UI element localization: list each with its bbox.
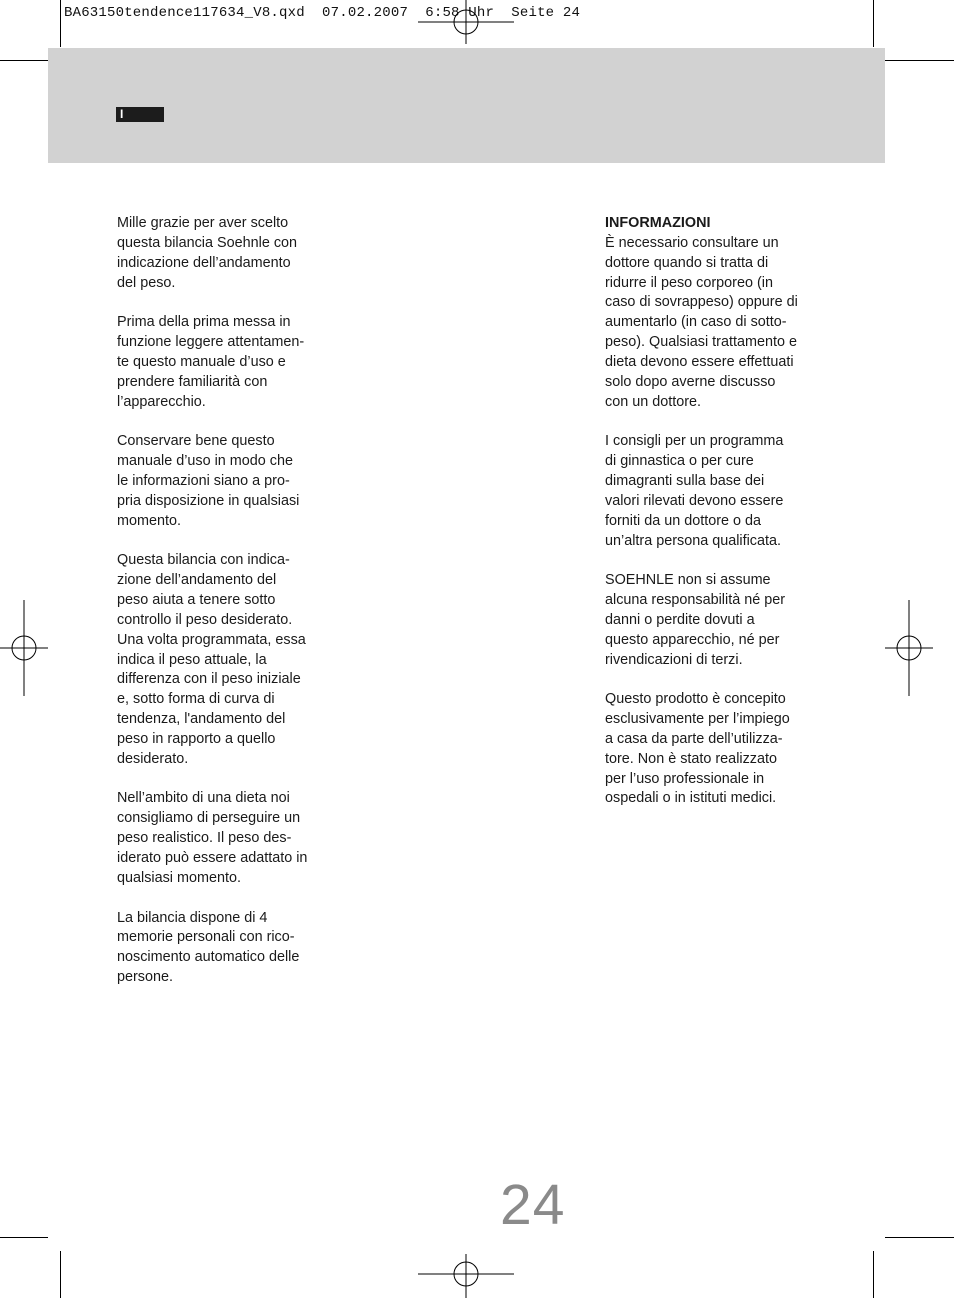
registration-mark-top xyxy=(418,0,514,48)
text-line: dottore quando si tratta di xyxy=(605,254,769,271)
text-line: persone. xyxy=(117,969,174,986)
text-line: indicazione dell’andamento xyxy=(117,254,291,271)
right-paragraph xyxy=(605,571,835,670)
left-column xyxy=(117,214,347,1008)
text-line: tore. Non è stato realizzato xyxy=(605,750,777,767)
text-line: memorie personali con rico- xyxy=(117,929,295,946)
text-line: le informazioni siano a pro- xyxy=(117,472,290,489)
text-line: questa bilancia Soehnle con xyxy=(117,234,298,251)
text-line: peso in rapporto a quello xyxy=(117,730,276,747)
text-line: e, sotto forma di curva di xyxy=(117,691,275,708)
right-paragraph xyxy=(605,432,835,551)
text-line: solo dopo averne discusso xyxy=(605,373,776,390)
left-paragraph xyxy=(117,214,347,293)
text-line: desiderato. xyxy=(117,750,189,767)
text-line: funzione leggere attentamen- xyxy=(117,334,305,351)
language-tab: I xyxy=(116,107,164,122)
text-line: indica il peso attuale, la xyxy=(117,651,267,668)
crop-mark xyxy=(885,1237,954,1238)
crop-mark xyxy=(873,0,874,47)
text-line: ospedali o in istituti medici. xyxy=(605,790,777,807)
text-line: noscimento automatico delle xyxy=(117,949,300,966)
right-column xyxy=(605,214,835,829)
right-paragraph xyxy=(605,234,835,413)
text-line: La bilancia dispone di 4 xyxy=(117,909,268,926)
text-line: SOEHNLE non si assume xyxy=(605,572,771,589)
text-line: a casa da parte dell’utilizza- xyxy=(605,730,783,747)
crop-mark xyxy=(60,0,61,47)
text-line: peso realistico. Il peso des- xyxy=(117,830,292,847)
text-line: per l’uso professionale in xyxy=(605,770,765,787)
left-paragraph xyxy=(117,432,347,531)
crop-mark xyxy=(60,1251,61,1298)
text-line: manuale d’uso in modo che xyxy=(117,453,293,470)
registration-mark-left xyxy=(0,600,48,696)
text-line: Una volta programmata, essa xyxy=(117,631,306,648)
left-paragraph xyxy=(117,551,347,769)
left-paragraph xyxy=(117,313,347,412)
text-line: consigliamo di perseguire un xyxy=(117,810,301,827)
text-line: caso di sovrappeso) oppure di xyxy=(605,294,798,311)
text-line: esclusivamente per l’impiego xyxy=(605,711,790,728)
text-line: Mille grazie per aver scelto xyxy=(117,215,289,231)
text-line: I consigli per un programma xyxy=(605,433,784,450)
text-line: peso). Qualsiasi trattamento e xyxy=(605,334,797,351)
text-line: valori rilevati devono essere xyxy=(605,492,784,509)
text-line: questo apparecchio, né per xyxy=(605,631,780,648)
page-number: 24 xyxy=(500,1173,566,1237)
text-line: un’altra persona qualificata. xyxy=(605,532,781,549)
file-slug-line: BA63150tendence117634_V8.qxd 07.02.2007 6:58 Uhr Seite 24 xyxy=(64,5,581,21)
text-line: te questo manuale d’uso e xyxy=(117,353,286,370)
text-line: zione dell’andamento del xyxy=(117,572,277,589)
text-line: tendenza, l'andamento del xyxy=(117,711,286,728)
text-line: pria disposizione in qualsiasi xyxy=(117,492,300,509)
text-line: Conservare bene questo xyxy=(117,433,275,450)
left-paragraph xyxy=(117,789,347,888)
text-line: forniti da un dottore o da xyxy=(605,512,762,529)
text-line: prendere familiarità con xyxy=(117,373,268,390)
text-line: ridurre il peso corporeo (in xyxy=(605,274,773,291)
text-line: di ginnastica o per cure xyxy=(605,453,754,470)
text-line: dieta devono essere effettuati xyxy=(605,353,794,370)
text-line: con un dottore. xyxy=(605,393,702,410)
text-line: l’apparecchio. xyxy=(117,393,206,410)
text-line: Questa bilancia con indica- xyxy=(117,552,290,569)
registration-mark-bottom xyxy=(418,1250,514,1298)
text-line: Prima della prima messa in xyxy=(117,314,291,331)
left-paragraph xyxy=(117,909,347,988)
section-heading: INFORMAZIONI xyxy=(605,215,711,231)
text-line: iderato può essere adattato in xyxy=(117,850,308,866)
text-line: peso aiuta a tenere sotto xyxy=(117,592,276,609)
text-line: del peso. xyxy=(117,274,176,291)
text-line: È necessario consultare un xyxy=(605,234,779,251)
text-line: rivendicazioni di terzi. xyxy=(605,651,743,668)
text-line: alcuna responsabilità né per xyxy=(605,592,786,609)
text-line: dimagranti sulla base dei xyxy=(605,472,765,489)
crop-mark xyxy=(0,1237,48,1238)
registration-mark-right xyxy=(885,600,933,696)
text-line: Questo prodotto è concepito xyxy=(605,691,786,708)
text-line: Nell’ambito di una dieta noi xyxy=(117,790,290,807)
text-line: danni o perdite dovuti a xyxy=(605,611,755,628)
text-line: controllo il peso desiderato. xyxy=(117,611,293,628)
crop-mark xyxy=(0,60,48,61)
crop-mark xyxy=(885,60,954,61)
header-band xyxy=(48,48,885,163)
text-line: differenza con il peso iniziale xyxy=(117,671,301,688)
text-line: momento. xyxy=(117,512,181,529)
crop-mark xyxy=(873,1251,874,1298)
right-paragraph xyxy=(605,690,835,809)
text-line: aumentarlo (in caso di sotto- xyxy=(605,314,787,331)
text-line: qualsiasi momento. xyxy=(117,869,241,886)
